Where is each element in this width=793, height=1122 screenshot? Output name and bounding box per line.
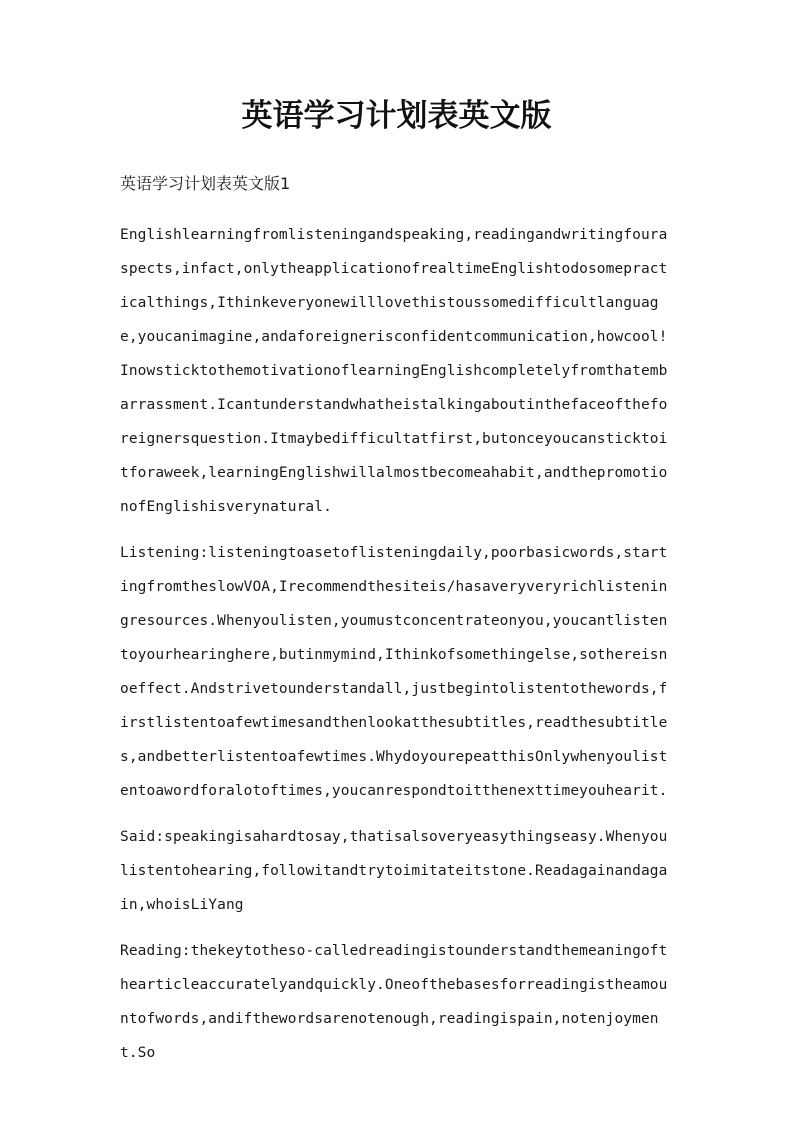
paragraph-reading: Reading:thekeytotheso-calledreadingistounderstandthemeaningofthearticleaccuratelyandquickly.Oneofthebasesforreadingistheamountofwords,andifthewordsarenotenough,readingispain,notenjoyment.So [120,943,668,1061]
paragraph-speaking: Said:speakingisahardtosay,thatisalsoveryeasythingseasy.Whenyoulistentohearing,followitandtrytoimitateitstone.Readagainandagain,whoisLiYang [120,829,668,913]
section-heading: 英语学习计划表英文版1 [120,174,291,193]
paragraph-listening: Listening:listeningtoasetoflisteningdaily,poorbasicwords,startingfromtheslowVOA,Irecommendthesiteis/hasaveryveryrichlisteningresources.Whenyoulisten,youmustconcentrateonyou,youcantlistentoyourhearinghere,butinmymind,Ithinkofsomethingelse,sothereisnoeffect.Andstrivetounderstandall,justbegintolistentothewords,firstlistentoafewtimesandthenlookatthesubtitles,readthesubtitles,andbetterlistentoafewtimes.WhydoyourepeatthisOnlywhenyoulistentoawordforalotoftimes,youcanrespondtoitthenexttimeyouhearit. [120,545,668,799]
document-body [120,168,668,1082]
paragraph-intro: Englishlearningfromlisteningandspeaking,readingandwritingfouraspects,infact,onlytheapplicationofrealtimeEnglishtodosomepracticalthings,Ithinkeveryonewilllovethistoussomedifficultlanguage,youcanimagine,andaforeignerisconfidentcommunication,howcool!InowsticktothemotivationoflearningEnglishcompletelyfromthatembarrassment.Icantunderstandwhatheistalkingaboutinthefaceoftheforeignersquestion.Itmaybedifficultatfirst,butonceyoucansticktoitforaweek,learningEnglishwillalmostbecomeahabit,andthepromotionofEnglishisverynatural. [120,227,668,515]
document-title: 英语学习计划表英文版 [241,98,552,134]
